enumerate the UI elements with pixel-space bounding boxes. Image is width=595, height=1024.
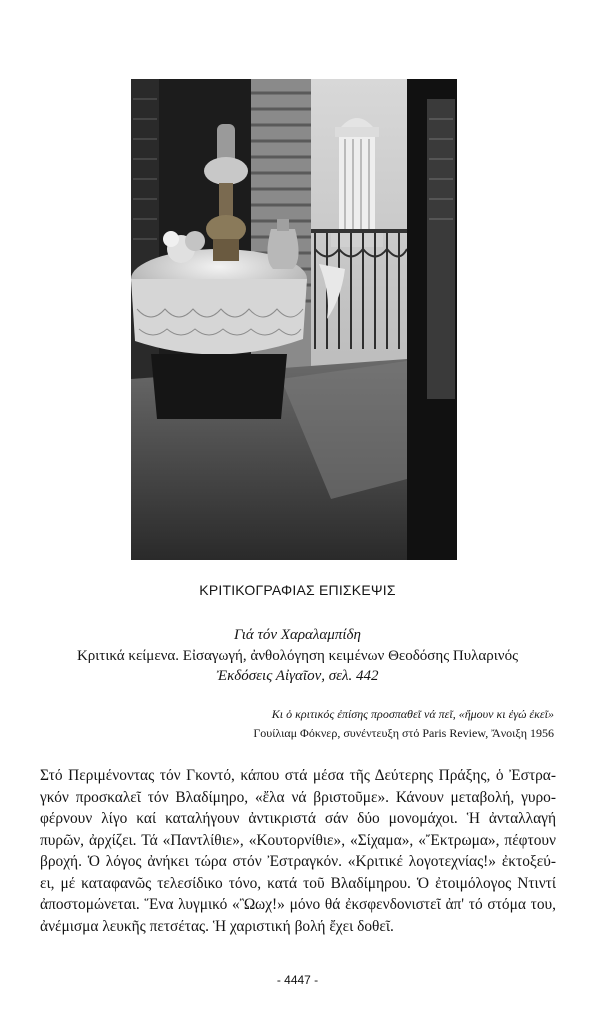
body-line: πυρῶν, ἀρχίζει. Τά «Παντλίθιε», «Κουτορνίθιε», «Σίχαμα», «Ἔκτρωμα», πέφτουν bbox=[40, 831, 556, 849]
interior-photo-table-lamp-balcony-icon bbox=[131, 79, 457, 560]
body-line: φέρνουν λίγο καί καταλήγουν ἀντικριστά σάν δύο μονομάχοι. Ἡ ἀνταλλαγή bbox=[40, 810, 556, 827]
interior-photo bbox=[131, 79, 457, 560]
body-line: Στό Περιμένοντας τόν Γκοντό, κάπου στά μέσα τῆς Δεύτερης Πράξης, ὁ Ἐστρα- bbox=[40, 767, 556, 784]
page-number: - 4447 - bbox=[276, 973, 319, 987]
book-title: Κριτικά κείμενα. Εἰσαγωγή, ἀνθολόγηση κειμένων Θεοδόσης Πυλαρινός bbox=[76, 648, 519, 664]
body-line: βροχή. Ὁ λόγος ἀνήκει τώρα στόν Ἐστραγκόν. «Κριτικέ λογοτεχνίας!» ἐκτοξεύ- bbox=[40, 853, 556, 870]
article-title: ΚΡΙΤΙΚΟΓΡΑΦΙΑΣ ΕΠΙΣΚΕΨΙΣ bbox=[199, 582, 396, 598]
epigraph-source: Γουίλιαμ Φόκνερ, συνέντευξη στό Paris Review, Ἄνοιξη 1956 bbox=[253, 726, 554, 740]
body-line: ει, μέ καταφανῶς τελεσίδικο τόνο, κατά τοῦ Βλαδίμηρου. Ὁ ἐτοιμόλογος Ντιντί bbox=[40, 874, 556, 892]
body-line: ἀποστομώνεται. Ἕνα λυγμικό «Ὢωχ!» μόνο θά ἐκσφενδονιστεῖ ἀπ' τό στόμα του, bbox=[40, 896, 556, 913]
body-line: γκόν προσκαλεῖ τόν Βλαδίμηρο, «ἔλα νά βριστοῦμε». Κάνουν μεταβολή, γυρο- bbox=[40, 788, 556, 806]
publisher-line: Ἐκδόσεις Αἰγαῖον, σελ. 442 bbox=[216, 668, 379, 684]
dedication: Γιά τόν Χαραλαμπίδη bbox=[234, 627, 361, 643]
body-line: ἀνέμισμα λευκῆς πετσέτας. Ἡ χαριστική βολή ἔχει δοθεῖ. bbox=[40, 917, 394, 935]
epigraph-quote: Κι ὁ κριτικός ἐπίσης προσπαθεῖ νά πεῖ, «ἤμουν κι ἐγώ ἐκεῖ» bbox=[271, 707, 554, 721]
body-paragraph bbox=[40, 765, 556, 937]
